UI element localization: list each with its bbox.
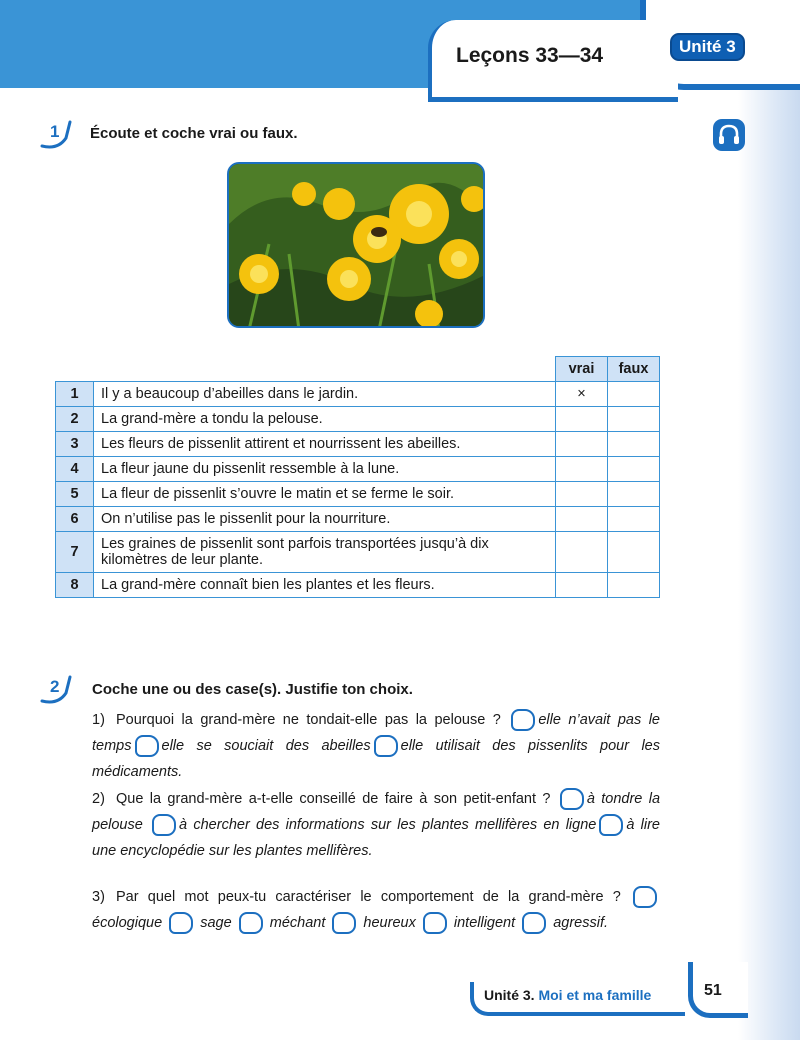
vrai-checkbox[interactable] — [556, 457, 608, 482]
dandelion-illustration — [229, 164, 485, 328]
answer-option: à chercher des informations sur les plantes mellifères en ligne — [179, 817, 597, 833]
answer-checkbox[interactable] — [423, 912, 447, 934]
answer-checkbox[interactable] — [239, 912, 263, 934]
exercise-1-number — [40, 120, 74, 150]
dandelion-photo — [227, 162, 485, 328]
answer-checkbox[interactable] — [332, 912, 356, 934]
question-3 — [92, 884, 660, 936]
table-row — [56, 482, 660, 507]
answer-option: sage — [200, 915, 232, 931]
answer-checkbox[interactable] — [522, 912, 546, 934]
row-statement: La fleur de pissenlit s’ouvre le matin et se ferme le soir. — [94, 482, 556, 507]
row-statement: La grand-mère a tondu la pelouse. — [94, 407, 556, 432]
exercise-2-instruction: Coche une ou des case(s). Justifie ton choix. — [92, 681, 413, 698]
row-statement: On n’utilise pas le pissenlit pour la nourriture. — [94, 507, 556, 532]
answer-option: elle n’avait pas le temps — [92, 712, 660, 754]
answer-option: elle utilisait des pissenlits pour les médicaments. — [92, 738, 660, 780]
page-number: 51 — [704, 982, 722, 999]
unit-badge: Unité 3 — [670, 33, 745, 61]
faux-checkbox[interactable] — [608, 382, 660, 407]
row-number: 2 — [56, 407, 94, 432]
question-1 — [92, 707, 660, 785]
answer-checkbox[interactable] — [599, 814, 623, 836]
table-header-blank — [56, 357, 556, 382]
footer-unit-title — [484, 987, 651, 1003]
table-header-row — [56, 357, 660, 382]
headphones-icon[interactable] — [712, 118, 746, 152]
vrai-checkbox[interactable] — [556, 407, 608, 432]
table-row — [56, 573, 660, 598]
faux-checkbox[interactable] — [608, 573, 660, 598]
vrai-checkbox[interactable] — [556, 532, 608, 573]
table-row — [56, 382, 660, 407]
answer-option: méchant — [269, 915, 326, 931]
row-number: 3 — [56, 432, 94, 457]
faux-checkbox[interactable] — [608, 507, 660, 532]
faux-checkbox[interactable] — [608, 407, 660, 432]
row-number: 4 — [56, 457, 94, 482]
exercise-1-digit: 1 — [50, 122, 60, 141]
answer-option: elle se souciait des abeilles — [161, 738, 371, 754]
faux-checkbox[interactable] — [608, 457, 660, 482]
lesson-title: Leçons 33—34 — [456, 44, 604, 67]
question-number: 3) — [92, 889, 105, 905]
row-statement: Les graines de pissenlit sont parfois transportées jusqu’à dix kilomètres de leur plante. — [94, 532, 556, 573]
answer-checkbox[interactable] — [560, 788, 584, 810]
footer-chapter: Moi et ma famille — [538, 987, 652, 1003]
answer-checkbox[interactable] — [633, 886, 657, 908]
question-2 — [92, 786, 660, 864]
column-header-faux: faux — [608, 357, 660, 382]
row-statement: La fleur jaune du pissenlit ressemble à la lune. — [94, 457, 556, 482]
column-header-vrai: vrai — [556, 357, 608, 382]
table-row — [56, 532, 660, 573]
question-number: 1) — [92, 712, 105, 728]
table-row — [56, 507, 660, 532]
row-number: 8 — [56, 573, 94, 598]
row-number: 7 — [56, 532, 94, 573]
question-text: Par quel mot peux-tu caractériser le comportement de la grand-mère ? — [116, 889, 621, 905]
vrai-checkbox[interactable] — [556, 432, 608, 457]
answer-checkbox[interactable] — [374, 735, 398, 757]
vrai-checkbox[interactable]: × — [556, 382, 608, 407]
table-row — [56, 432, 660, 457]
faux-checkbox[interactable] — [608, 482, 660, 507]
row-statement: Les fleurs de pissenlit attirent et nourrissent les abeilles. — [94, 432, 556, 457]
vrai-checkbox[interactable] — [556, 482, 608, 507]
footer-unit: Unité 3. — [484, 987, 535, 1003]
question-text: Pourquoi la grand-mère ne tondait-elle pas la pelouse ? — [116, 712, 501, 728]
question-number: 2) — [92, 791, 105, 807]
faux-checkbox[interactable] — [608, 432, 660, 457]
row-number: 5 — [56, 482, 94, 507]
row-statement: La grand-mère connaît bien les plantes et les fleurs. — [94, 573, 556, 598]
true-false-table — [55, 356, 660, 598]
answer-checkbox[interactable] — [511, 709, 535, 731]
answer-checkbox[interactable] — [152, 814, 176, 836]
table-row — [56, 407, 660, 432]
row-number: 1 — [56, 382, 94, 407]
answer-option: agressif. — [553, 915, 609, 931]
answer-option: écologique — [92, 915, 163, 931]
row-statement: Il y a beaucoup d’abeilles dans le jardin. — [94, 382, 556, 407]
answer-checkbox[interactable] — [169, 912, 193, 934]
exercise-2-number — [40, 675, 74, 705]
answer-option: heureux — [363, 915, 416, 931]
table-row — [56, 457, 660, 482]
answer-checkbox[interactable] — [135, 735, 159, 757]
exercise-1-instruction: Écoute et coche vrai ou faux. — [90, 125, 298, 142]
vrai-checkbox[interactable] — [556, 573, 608, 598]
answer-option: à lire une encyclopédie sur les plantes mellifères. — [92, 817, 660, 859]
answer-option: à tondre la pelouse — [92, 791, 661, 833]
faux-checkbox[interactable] — [608, 532, 660, 573]
answer-option: intelligent — [453, 915, 516, 931]
row-number: 6 — [56, 507, 94, 532]
vrai-checkbox[interactable] — [556, 507, 608, 532]
question-text: Que la grand-mère a-t-elle conseillé de faire à son petit-enfant ? — [116, 791, 551, 807]
exercise-2-digit: 2 — [50, 677, 60, 696]
page-side-strip — [738, 0, 800, 1040]
